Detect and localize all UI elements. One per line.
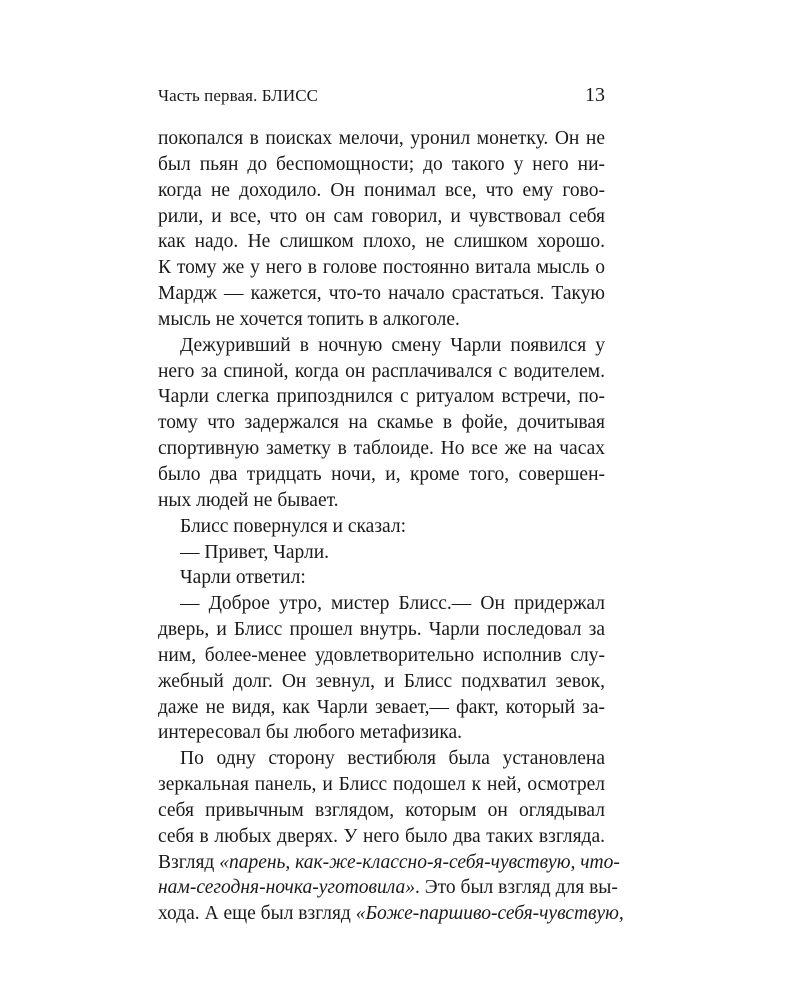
text-line: тому что задержался на скамье в фойе, дочитывая — [158, 412, 605, 434]
text-line: когда не доходило. Он понимал все, что ему гово- — [158, 179, 605, 201]
text-line: Дежуривший в ночную смену Чарли появился у — [180, 334, 605, 356]
text-line: зеркальная панель, и Блисс подошел к ней, осмотрел — [158, 774, 605, 796]
text-line: К тому же у него в голове постоянно витала мысль о — [158, 257, 605, 279]
text-line: него за спиной, когда он расплачивался с водителем. — [158, 360, 605, 382]
text-line: покопался в поисках мелочи, уронил монетку. Он не — [158, 128, 605, 149]
text-line: Мардж — кажется, что-то начало срастаться. Такую — [158, 283, 605, 305]
text-line: По одну сторону вестибюля была установлена — [180, 748, 605, 770]
text-line: был пьян до беспомощности; до такого у него ни- — [158, 153, 605, 175]
running-header — [158, 84, 605, 112]
italic-phrase: нам-сегодня-ночка-уготовила» — [158, 877, 416, 899]
text-line: дверь, и Блисс прошел внутрь. Чарли последовал за — [158, 619, 605, 641]
text-line: рили, и все, что он сам говорил, и чувствовал себя — [158, 205, 605, 227]
text-line: даже не видя, как Чарли зевает,— факт, который за- — [158, 696, 605, 718]
text-line: интересовал бы любого метафизика. — [158, 722, 463, 744]
text-line: ных людей не бывает. — [158, 489, 339, 511]
page-number: 13 — [585, 84, 605, 106]
dialogue-line: — Доброе утро, мистер Блисс.— Он придержал — [180, 593, 605, 615]
text-line: Чарли слегка припозднился с ритуалом встречи, по- — [158, 386, 605, 408]
italic-phrase: «Боже-паршиво-себя-чувствую, — [355, 903, 624, 925]
text-line: Блисс повернулся и сказал: — [180, 515, 407, 537]
text-line: хода. А еще был взгляд «Боже-паршиво-себя-чувствую, — [158, 903, 624, 925]
text-line: себя привычным взглядом, которым он оглядывал — [158, 799, 605, 821]
text-line: как надо. Не слишком плохо, не слишком хорошо. — [158, 231, 605, 253]
text-line: жебный долг. Он зевнул, и Блисс подхватил зевок, — [158, 670, 605, 692]
italic-phrase: «парень, как-же-классно-я-себя-чувствую, что- — [219, 851, 620, 873]
text-line: Чарли ответил: — [180, 567, 306, 589]
text-line: себя в любых дверях. У него было два таких взгляда. — [158, 825, 605, 847]
text-line: мысль не хочется топить в алкоголе. — [158, 308, 460, 330]
text-line: ним, более-менее удовлетворительно исполнив слу- — [158, 644, 605, 666]
body-text — [158, 126, 624, 927]
dialogue-line: — Привет, Чарли. — [180, 541, 330, 563]
text-line: нам-сегодня-ночка-уготовила». Это был взгляд для вы- — [158, 877, 618, 899]
chapter-title: Часть первая. БЛИСС — [158, 86, 319, 105]
text-line: Взгляд «парень, как-же-классно-я-себя-чувствую, что- — [158, 851, 620, 873]
text-line: было два тридцать ночи, и, кроме того, совершен- — [158, 463, 605, 485]
text-line: спортивную заметку в таблоиде. Но все же на часах — [158, 438, 605, 460]
